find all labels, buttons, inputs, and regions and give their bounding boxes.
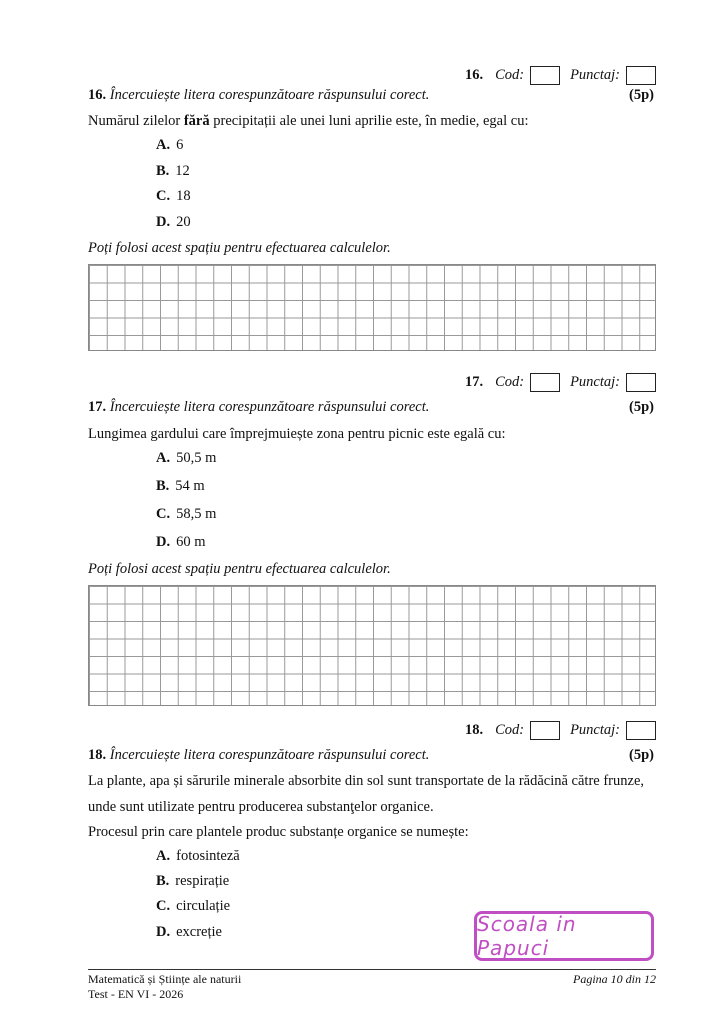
q16-number: 16. bbox=[88, 87, 107, 103]
option-text: 50,5 m bbox=[176, 450, 217, 466]
option-text: circulație bbox=[176, 898, 231, 914]
q17-number: 17. bbox=[88, 399, 107, 415]
q16-calc-grid[interactable] bbox=[88, 264, 656, 351]
option-text: 12 bbox=[175, 163, 190, 179]
q18-number: 18. bbox=[88, 747, 107, 763]
q17-stem: Lungimea gardului care împrejmuiește zona pentru picnic este egală cu: bbox=[88, 426, 506, 442]
q18-stem-line1: La plante, apa și sărurile minerale absorbite din sol sunt transportate de la rădăcină către frunze, bbox=[88, 773, 644, 789]
option-text: 58,5 m bbox=[176, 506, 217, 522]
q18-option-b[interactable] bbox=[156, 873, 229, 890]
option-letter: D. bbox=[156, 534, 171, 550]
option-letter: D. bbox=[156, 214, 171, 230]
q17-code-line bbox=[465, 372, 656, 392]
q16-punctaj-label: Punctaj: bbox=[570, 66, 620, 83]
q16-cod-label: Cod: bbox=[495, 66, 525, 83]
q16-stem-part1: Numărul zilelor bbox=[88, 113, 184, 129]
q17-cod-box[interactable] bbox=[530, 373, 560, 392]
q16-option-b[interactable] bbox=[156, 163, 190, 180]
q17-option-a[interactable] bbox=[156, 450, 216, 467]
q16-code-number: 16. bbox=[464, 66, 484, 83]
q16-code-line bbox=[465, 65, 656, 85]
option-letter: D. bbox=[156, 924, 171, 940]
q18-instruction: Încercuiește litera corespunzătoare răspunsului corect. bbox=[109, 747, 430, 763]
option-text: 54 m bbox=[175, 478, 205, 494]
q16-cod-box[interactable] bbox=[530, 66, 560, 85]
q16-points: (5p) bbox=[629, 87, 654, 103]
q18-cod-box[interactable] bbox=[530, 721, 560, 740]
option-letter: A. bbox=[156, 848, 171, 864]
q16-option-d[interactable] bbox=[156, 214, 191, 231]
footer-page-number: Pagina 10 din 12 bbox=[573, 972, 656, 986]
q17-calc-grid[interactable] bbox=[88, 585, 656, 706]
q18-points: (5p) bbox=[629, 747, 654, 763]
q16-calc-note: Poți folosi acest spațiu pentru efectuarea calculelor. bbox=[88, 240, 391, 256]
q16-option-c[interactable] bbox=[156, 188, 191, 205]
q18-code-line bbox=[465, 720, 656, 740]
q18-option-c[interactable] bbox=[156, 898, 230, 915]
option-letter: C. bbox=[156, 188, 171, 204]
q16-instruction: Încercuiește litera corespunzătoare răspunsului corect. bbox=[109, 87, 430, 103]
option-letter: B. bbox=[156, 163, 170, 179]
option-text: respirație bbox=[175, 873, 230, 889]
option-letter: C. bbox=[156, 898, 171, 914]
q17-option-c[interactable] bbox=[156, 506, 216, 523]
q17-punctaj-box[interactable] bbox=[626, 373, 656, 392]
q18-option-d[interactable] bbox=[156, 924, 222, 941]
q17-option-d[interactable] bbox=[156, 534, 206, 551]
q18-punctaj-box[interactable] bbox=[626, 721, 656, 740]
q17-punctaj-label: Punctaj: bbox=[570, 373, 620, 390]
q17-code-number: 17. bbox=[464, 373, 484, 390]
q18-stem-line2: unde sunt utilizate pentru producerea substanţelor organice. bbox=[88, 799, 434, 815]
q16-stem-bold: fără bbox=[183, 113, 210, 129]
q17-option-b[interactable] bbox=[156, 478, 205, 495]
option-text: 20 bbox=[176, 214, 191, 230]
q16-option-a[interactable] bbox=[156, 137, 183, 154]
q17-calc-note: Poți folosi acest spațiu pentru efectuarea calculelor. bbox=[88, 561, 391, 577]
option-letter: C. bbox=[156, 506, 171, 522]
q18-header bbox=[88, 747, 654, 767]
footer-subject: Matematică și Științe ale naturii bbox=[88, 972, 242, 986]
q17-instruction: Încercuiește litera corespunzătoare răspunsului corect. bbox=[109, 399, 430, 415]
q18-option-a[interactable] bbox=[156, 848, 240, 865]
watermark-stamp: Scoala in Papuci bbox=[474, 911, 654, 961]
q17-points: (5p) bbox=[629, 399, 654, 415]
q17-cod-label: Cod: bbox=[495, 373, 525, 390]
option-text: fotosinteză bbox=[176, 848, 240, 864]
option-letter: A. bbox=[156, 137, 171, 153]
option-letter: A. bbox=[156, 450, 171, 466]
q18-punctaj-label: Punctaj: bbox=[570, 721, 620, 738]
option-text: excreție bbox=[176, 924, 222, 940]
q18-code-number: 18. bbox=[464, 721, 484, 738]
option-text: 6 bbox=[176, 137, 184, 153]
q18-stem-line3: Procesul prin care plantele produc substanțe organice se numește: bbox=[88, 824, 469, 840]
q18-cod-label: Cod: bbox=[495, 721, 525, 738]
option-letter: B. bbox=[156, 478, 170, 494]
q17-header bbox=[88, 399, 654, 419]
q16-header bbox=[88, 87, 654, 107]
option-text: 60 m bbox=[176, 534, 206, 550]
q16-punctaj-box[interactable] bbox=[626, 66, 656, 85]
footer-divider bbox=[88, 969, 656, 970]
option-letter: B. bbox=[156, 873, 170, 889]
option-text: 18 bbox=[176, 188, 191, 204]
q16-stem bbox=[88, 111, 658, 131]
q16-stem-part2: precipitații ale unei luni aprilie este, în medie, egal cu: bbox=[209, 113, 529, 129]
footer-test: Test - EN VI - 2026 bbox=[88, 987, 184, 1001]
